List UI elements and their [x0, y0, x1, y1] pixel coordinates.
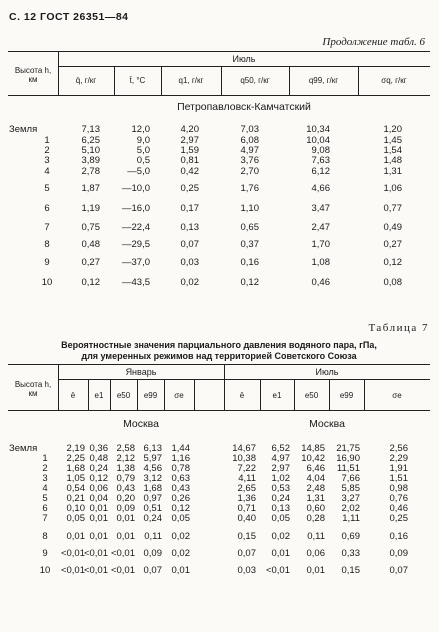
t7-jul-col-2: e50 [304, 391, 319, 400]
cell-q1: 2,97 [180, 135, 199, 146]
row-height: 4 [42, 483, 48, 494]
cell-jul-4: 1,51 [389, 473, 408, 484]
t7-caption-2: для умеренных режимов над территорией Советского Союза [81, 351, 357, 361]
cell-q99: 9,08 [311, 145, 330, 156]
cell-jan-2: 2,12 [116, 453, 135, 464]
t7-jan-col-3: e99 [143, 391, 158, 400]
cell-jul-3: 0,33 [341, 548, 360, 559]
cell-jan-3: 1,68 [143, 483, 162, 494]
cell-jul-1: 6,52 [271, 443, 290, 454]
cell-s: 1,31 [383, 166, 402, 177]
t7-jan-col-2: e50 [116, 391, 131, 400]
cell-q1: 0,17 [180, 203, 199, 214]
cell-jul-3: 7,66 [341, 473, 360, 484]
cell-jan-4: 0,02 [171, 548, 190, 559]
cell-jul-0: 0,40 [237, 513, 256, 524]
cell-jul-0: 0,71 [237, 503, 256, 514]
cell-jul-1: 4,97 [271, 453, 290, 464]
row-height: Земля [9, 124, 38, 135]
cell-jan-4: 0,78 [171, 463, 190, 474]
cell-q99: 1,70 [311, 239, 330, 250]
cell-jan-0: 0,05 [66, 513, 85, 524]
t7-height-header: Высота h, км [14, 380, 52, 398]
t7-jan-col-4: σe [174, 391, 184, 400]
cell-q1: 0,02 [180, 277, 199, 288]
cell-t: —10,0 [122, 183, 150, 194]
cell-q99: 3,47 [311, 203, 330, 214]
cell-jan-3: 0,07 [143, 565, 162, 576]
cell-q: 0,48 [81, 239, 100, 250]
cell-jan-2: 0,79 [116, 473, 135, 484]
t7-jul-col-1: e1 [272, 391, 282, 400]
cell-q1: 0,25 [180, 183, 199, 194]
cell-jul-0: 2,65 [237, 483, 256, 494]
cell-jan-2: 0,01 [116, 531, 135, 542]
cell-jul-2: 6,46 [306, 463, 325, 474]
cell-q50: 1,10 [240, 203, 259, 214]
cell-jul-1: 0,24 [271, 493, 290, 504]
cell-q50: 2,70 [240, 166, 259, 177]
row-height: 6 [42, 503, 48, 514]
page-header: С. 12 ГОСТ 26351—84 [9, 11, 129, 23]
cell-jan-3: 0,24 [143, 513, 162, 524]
cell-jul-3: 3,27 [341, 493, 360, 504]
t6-col-sigma: σq, г/кг [381, 76, 407, 85]
cell-q1: 0,07 [180, 239, 199, 250]
cell-jan-3: 4,56 [143, 463, 162, 474]
cell-jan-3: 6,13 [143, 443, 162, 454]
cell-jul-1: 0,53 [271, 483, 290, 494]
t7-jan-col-1: e1 [94, 391, 104, 400]
cell-jul-1: 0,05 [271, 513, 290, 524]
cell-q: 6,25 [81, 135, 100, 146]
row-height: 9 [42, 548, 48, 559]
cell-t: 0,5 [136, 155, 150, 166]
row-height: 1 [42, 453, 48, 464]
cell-jan-3: 0,51 [143, 503, 162, 514]
cell-jan-1: 0,01 [89, 513, 108, 524]
cell-jul-0: 0,15 [237, 531, 256, 542]
t6-col-q99: q99, г/кг [308, 76, 339, 85]
row-height: 5 [44, 183, 50, 194]
cell-jan-1: <0,01 [83, 565, 108, 576]
cell-s: 0,12 [383, 257, 402, 268]
cell-q99: 7,63 [311, 155, 330, 166]
cell-jan-4: 1,44 [171, 443, 190, 454]
cell-jan-4: 0,12 [171, 503, 190, 514]
row-height: 3 [44, 155, 50, 166]
cell-jul-0: 14,67 [232, 443, 256, 454]
cell-s: 1,20 [383, 124, 402, 135]
cell-jan-4: 0,63 [171, 473, 190, 484]
row-height: 10 [41, 277, 53, 288]
cell-jan-1: 0,12 [89, 473, 108, 484]
cell-jul-3: 0,69 [341, 531, 360, 542]
cell-q99: 2,47 [311, 222, 330, 233]
cell-s: 0,49 [383, 222, 402, 233]
cell-jan-0: 2,25 [66, 453, 85, 464]
cell-jul-4: 0,07 [389, 565, 408, 576]
cell-s: 1,48 [383, 155, 402, 166]
cell-q1: 1,59 [180, 145, 199, 156]
cell-q: 3,89 [81, 155, 100, 166]
cell-t: —16,0 [122, 203, 150, 214]
cell-jul-1: 0,02 [271, 531, 290, 542]
t6-col-q: q̄, г/кг [75, 76, 97, 85]
cell-jul-4: 2,29 [389, 453, 408, 464]
cell-q1: 0,81 [180, 155, 199, 166]
cell-jan-0: 1,68 [66, 463, 85, 474]
cell-t: —5,0 [127, 166, 150, 177]
cell-jan-1: 0,01 [89, 531, 108, 542]
t7-station-jul: Москва [309, 418, 345, 430]
cell-q50: 7,03 [240, 124, 259, 135]
t7-station-jan: Москва [123, 418, 159, 430]
cell-jan-2: 0,01 [116, 513, 135, 524]
cell-q99: 10,04 [306, 135, 330, 146]
cell-q: 0,12 [81, 277, 100, 288]
cell-jan-3: 0,09 [143, 548, 162, 559]
cell-jul-4: 0,76 [389, 493, 408, 504]
cell-jul-1: 1,02 [271, 473, 290, 484]
cell-jul-2: 1,31 [306, 493, 325, 504]
cell-q50: 6,08 [240, 135, 259, 146]
t6-month-header: Июль [232, 54, 256, 64]
cell-jan-2: 1,38 [116, 463, 135, 474]
cell-jul-2: 0,28 [306, 513, 325, 524]
row-height: 8 [44, 239, 50, 250]
row-height: 4 [44, 166, 50, 177]
cell-q50: 1,76 [240, 183, 259, 194]
cell-jan-4: 0,02 [171, 531, 190, 542]
cell-q: 7,13 [81, 124, 100, 135]
cell-jan-2: <0,01 [110, 565, 135, 576]
cell-q: 0,27 [81, 257, 100, 268]
cell-t: —43,5 [122, 277, 150, 288]
t7-month-jul: Июль [315, 367, 339, 377]
cell-jul-3: 5,85 [341, 483, 360, 494]
cell-q50: 0,16 [240, 257, 259, 268]
row-height: 8 [42, 531, 48, 542]
cell-jul-1: 2,97 [271, 463, 290, 474]
cell-q50: 3,76 [240, 155, 259, 166]
cell-q: 0,75 [81, 222, 100, 233]
cell-q1: 0,03 [180, 257, 199, 268]
cell-jan-2: 2,58 [116, 443, 135, 454]
t7-jan-col-0: ē [70, 391, 76, 400]
cell-jul-4: 0,09 [389, 548, 408, 559]
cell-jul-3: 1,11 [342, 513, 360, 524]
cell-jan-4: 0,26 [171, 493, 190, 504]
cell-jul-2: 0,06 [306, 548, 325, 559]
cell-jan-2: <0,01 [110, 548, 135, 559]
cell-jan-1: 0,24 [89, 463, 108, 474]
cell-q99: 6,12 [311, 166, 330, 177]
cell-jan-1: 0,36 [89, 443, 108, 454]
cell-s: 1,54 [383, 145, 402, 156]
cell-jul-0: 7,22 [237, 463, 256, 474]
cell-q: 2,78 [81, 166, 100, 177]
cell-jul-2: 2,48 [306, 483, 325, 494]
cell-s: 0,27 [383, 239, 402, 250]
cell-jan-1: <0,01 [83, 548, 108, 559]
cell-t: 12,0 [131, 124, 150, 135]
cell-jan-1: 0,04 [89, 493, 108, 504]
row-height: 6 [44, 203, 50, 214]
row-height: 2 [44, 145, 50, 156]
cell-jul-0: 0,03 [237, 565, 256, 576]
cell-jul-3: 21,75 [336, 443, 360, 454]
cell-s: 0,77 [383, 203, 402, 214]
cell-q50: 0,37 [240, 239, 259, 250]
cell-jul-4: 2,56 [389, 443, 408, 454]
cell-jul-2: 4,04 [306, 473, 325, 484]
cell-jan-0: <0,01 [60, 565, 85, 576]
cell-q: 1,87 [81, 183, 100, 194]
t6-col-q50: q50, г/кг [240, 76, 270, 85]
cell-jul-0: 0,07 [237, 548, 256, 559]
cell-q1: 0,42 [180, 166, 199, 177]
cell-jul-4: 0,16 [389, 531, 408, 542]
cell-s: 1,06 [383, 183, 402, 194]
t6-col-t: t̄, °C [129, 76, 146, 85]
cell-jan-0: 0,21 [66, 493, 85, 504]
cell-jan-1: 0,01 [89, 503, 108, 514]
cell-t: —37,0 [122, 257, 150, 268]
cell-jul-2: 0,01 [306, 565, 325, 576]
cell-q99: 10,34 [306, 124, 330, 135]
row-height: 10 [39, 565, 51, 576]
t6-col-q1: q1, г/кг [178, 76, 204, 85]
cell-q99: 4,66 [311, 183, 330, 194]
t6-height-header: Высота h, км [14, 66, 52, 84]
cell-s: 1,45 [383, 135, 402, 146]
row-height: 9 [44, 257, 50, 268]
cell-jul-3: 11,51 [336, 463, 360, 474]
cell-q99: 1,08 [311, 257, 330, 268]
cell-jul-3: 2,02 [341, 503, 360, 514]
cell-jul-1: <0,01 [265, 565, 290, 576]
cell-jan-2: 0,09 [116, 503, 135, 514]
cell-t: —22,4 [122, 222, 150, 233]
cell-jul-0: 10,38 [232, 453, 256, 464]
cell-q99: 0,46 [311, 277, 330, 288]
cell-jul-4: 1,91 [389, 463, 408, 474]
cell-q1: 4,20 [180, 124, 199, 135]
cell-t: —29,5 [122, 239, 150, 250]
cell-jan-0: <0,01 [60, 548, 85, 559]
cell-jul-4: 0,46 [389, 503, 408, 514]
cell-jan-1: 0,06 [89, 483, 108, 494]
cell-jan-4: 0,05 [171, 513, 190, 524]
cell-jan-4: 0,43 [171, 483, 190, 494]
cell-q50: 0,12 [240, 277, 259, 288]
cell-jul-0: 1,36 [237, 493, 256, 504]
cell-q50: 4,97 [240, 145, 259, 156]
cell-jul-4: 0,98 [389, 483, 408, 494]
cell-jan-3: 5,97 [143, 453, 162, 464]
cell-jan-0: 0,01 [66, 531, 85, 542]
t7-label: Таблица 7 [368, 322, 429, 334]
row-height: 2 [42, 463, 48, 474]
row-height: 7 [44, 222, 50, 233]
t6-station: Петропавловск-Камчатский [177, 101, 311, 113]
cell-jan-0: 0,54 [66, 483, 85, 494]
cell-jan-0: 1,05 [66, 473, 85, 484]
t7-month-jan: Январь [125, 367, 157, 377]
cell-jul-1: 0,13 [271, 503, 290, 514]
t7-jul-col-3: e99 [339, 391, 354, 400]
cell-jan-3: 0,97 [143, 493, 162, 504]
cell-jan-3: 3,12 [143, 473, 162, 484]
row-height: 3 [42, 473, 48, 484]
t7-jul-col-4: σe [392, 391, 402, 400]
cell-jan-4: 1,16 [171, 453, 190, 464]
cell-jul-2: 0,11 [307, 531, 325, 542]
cell-jan-3: 0,11 [144, 531, 162, 542]
t7-jul-col-0: ē [239, 391, 245, 400]
cell-jan-4: 0,01 [171, 565, 190, 576]
row-height: 5 [42, 493, 48, 504]
cell-s: 0,08 [383, 277, 402, 288]
cell-jul-3: 16,90 [336, 453, 360, 464]
cell-jan-2: 0,43 [116, 483, 135, 494]
cell-q: 1,19 [81, 203, 100, 214]
cell-jul-0: 4,11 [238, 473, 256, 484]
cell-jul-1: 0,01 [271, 548, 290, 559]
cell-jan-1: 0,48 [89, 453, 108, 464]
t7-caption-1: Вероятностные значения парциального давления водяного пара, гПа, [61, 340, 377, 350]
cell-jul-2: 0,60 [306, 503, 325, 514]
continuation-label: Продолжение табл. 6 [322, 36, 425, 48]
cell-t: 9,0 [136, 135, 150, 146]
cell-q1: 0,13 [180, 222, 199, 233]
row-height: 7 [42, 513, 48, 524]
cell-q50: 0,65 [240, 222, 259, 233]
cell-jan-2: 0,20 [116, 493, 135, 504]
cell-jul-2: 14,85 [301, 443, 325, 454]
cell-jul-4: 0,25 [389, 513, 408, 524]
row-height: Земля [9, 443, 38, 454]
cell-jul-3: 0,15 [341, 565, 360, 576]
cell-jul-2: 10,42 [301, 453, 325, 464]
cell-t: 5,0 [136, 145, 150, 156]
cell-jan-0: 2,19 [66, 443, 85, 454]
row-height: 1 [44, 135, 50, 146]
cell-jan-0: 0,10 [66, 503, 85, 514]
cell-q: 5,10 [81, 145, 100, 156]
